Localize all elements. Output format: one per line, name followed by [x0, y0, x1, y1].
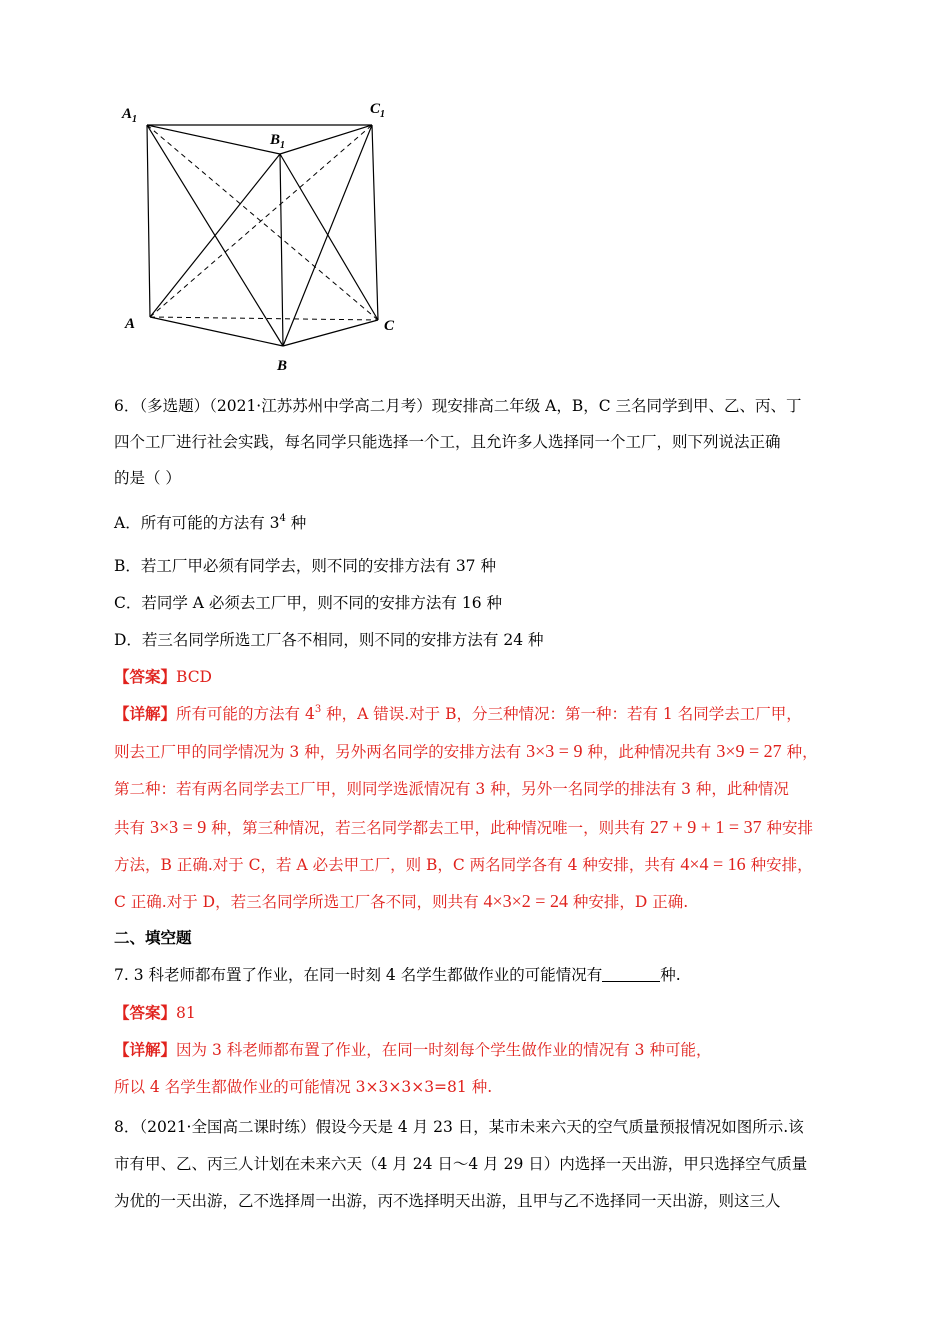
q6-answer: 【答案】BCD	[114, 667, 212, 686]
q6-detail-line4: 共有 3×3 = 9 种，第三种情况，若三名同学都去工甲，此种情况唯一，则共有 27 + 9 + 1 = 37 种安排	[114, 817, 814, 837]
q6-line1: 6．（多选题）（2021·江苏苏州中学高二月考）现安排高二年级 A，B，C 三名同学到甲、乙、丙、丁	[114, 397, 802, 415]
q6-option-a: A．所有可能的方法有 $3^4$ 种	[114, 513, 307, 532]
prism-figure	[110, 90, 430, 380]
q7-detail-line2: 所以 4 名学生都做作业的可能情况 3×3×3×3=81 种.	[114, 1078, 493, 1096]
q7-answer: 【答案】81	[114, 1003, 196, 1022]
label-c1: $C_1$	[370, 101, 386, 120]
q6-option-c: C．若同学 A 必须去工厂甲，则不同的安排方法有 16 种	[114, 594, 502, 612]
q7-detail-line1: 【详解】因为 3 科老师都布置了作业，在同一时刻每个学生做作业的情况有 3 种可能，	[114, 1040, 712, 1059]
diag-a1c-hidden	[147, 125, 378, 320]
edge-ac-hidden	[150, 317, 378, 320]
diag-bc1	[283, 125, 372, 346]
q6-detail-line3: 第二种：若有两名同学去工厂甲，则同学选派情况有 3 种，另外一名同学的排法有 3 种，此种情况	[114, 780, 789, 798]
q8-line2: 市有甲、乙、丙三人计划在未来六天（4 月 24 日～4 月 29 日）内选择一天出游，甲只选择空气质量	[114, 1155, 808, 1173]
edge-ab	[150, 317, 283, 346]
label-c: C	[384, 318, 395, 334]
answer-blank	[602, 967, 660, 982]
q6-option-b: B．若工厂甲必须有同学去，则不同的安排方法有 37 种	[114, 557, 496, 575]
q6-option-d: D．若三名同学所选工厂各不相同，则不同的安排方法有 24 种	[114, 631, 544, 649]
edge-a1b1	[147, 125, 280, 154]
q8-line1: 8．（2021·全国高二课时练）假设今天是 4 月 23 日，某市未来六天的空气质量预报情况如图所示.该	[114, 1118, 804, 1136]
q6-line3: 的是（ ）	[114, 469, 181, 487]
diag-ab1	[150, 154, 280, 317]
q6-detail-line6: C 正确.对于 D，若三名同学所选工厂各不同，则共有 4×3×2 = 24 种安排，D 正确.	[114, 891, 689, 911]
label-b: B	[277, 358, 288, 374]
section-title: 二、填空题	[114, 928, 192, 947]
label-a1: $A_1$	[122, 106, 138, 125]
diag-ac1-hidden	[150, 125, 372, 317]
q6-detail-line2: 则去工厂甲的同学情况为 3 种，另外两名同学的安排方法有 3×3 = 9 种，此种情况共有 3×9 = 27 种，	[114, 741, 818, 761]
q6-line2: 四个工厂进行社会实践，每名同学只能选择一个工，且允许多人选择同一个工厂，则下列说法正确	[114, 433, 781, 451]
label-a: A	[125, 316, 136, 332]
q6-detail-line1: 【详解】所有可能的方法有 $4^3$ 种，A 错误.对于 B，分三种情况：第一种：若有 1 名同学去工厂甲，	[114, 704, 802, 723]
edge-c1c	[372, 125, 378, 320]
q6-detail-line5: 方法，B 正确.对于 C，若 A 必去甲工厂，则 B，C 两名同学各有 4 种安排，共有 4×4 = 16 种安排，	[114, 854, 813, 874]
q7-question: 7. 3 科老师都布置了作业，在同一时刻 4 名学生都做作业的可能情况有 种.	[114, 966, 681, 984]
diag-b1c	[280, 154, 378, 320]
edge-b1b	[280, 154, 283, 346]
edge-b1c1	[280, 125, 372, 154]
edge-bc	[283, 320, 378, 346]
prism-diagram	[110, 90, 430, 380]
edge-a1a	[147, 125, 150, 317]
label-b1: $B_1$	[270, 132, 286, 151]
q8-line3: 为优的一天出游，乙不选择周一出游，丙不选择明天出游，且甲与乙不选择同一天出游，则这三人	[114, 1192, 781, 1210]
